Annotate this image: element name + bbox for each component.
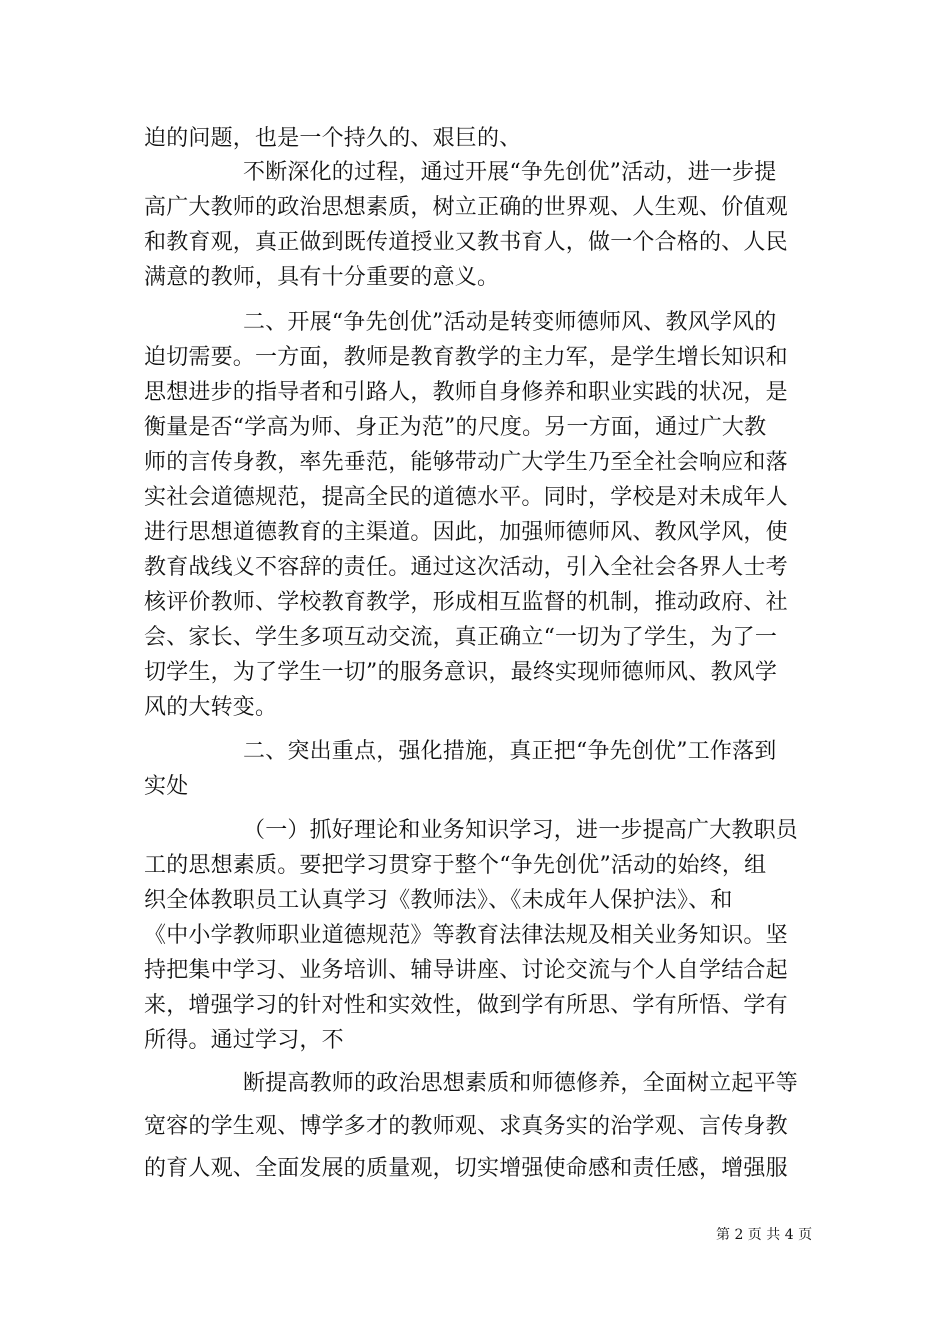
text-line: 教育战线义不容辞的责任。通过这次活动，引入全社会各界人士考: [144, 555, 788, 580]
text-line: 的育人观、全面发展的质量观，切实增强使命感和责任感，增强服: [144, 1156, 788, 1181]
text-line: 持把集中学习、业务培训、辅导讲座、讨论交流与个人自学结合起: [144, 958, 788, 983]
text-line: 工的思想素质。要把学习贯穿于整个“争先创优”活动的始终，组: [144, 853, 767, 878]
text-line: 迫切需要。一方面，教师是教育教学的主力军，是学生增长知识和: [144, 345, 788, 370]
text-line: 迫的问题，也是一个持久的、艰巨的、: [144, 126, 522, 151]
text-line: 所得。通过学习，不: [144, 1028, 344, 1053]
text-line: 衡量是否“学高为师、身正为范”的尺度。另一方面，通过广大教: [144, 415, 767, 440]
page-number-footer: 第 2 页 共 4 页: [716, 1227, 813, 1243]
text-line: 高广大教师的政治思想素质，树立正确的世界观、人生观、价值观: [144, 195, 788, 220]
text-line: 《中小学教师职业道德规范》等教育法律法规及相关业务知识。坚: [144, 923, 788, 948]
text-line: 思想进步的指导者和引路人，教师自身修养和职业实践的状况，是: [144, 380, 788, 405]
text-line: 和教育观，真正做到既传道授业又教书育人，做一个合格的、人民: [144, 230, 788, 255]
text-line: 二、开展“争先创优”活动是转变师德师风、教风学风的: [243, 310, 777, 335]
text-line: 切学生，为了学生一切”的服务意识，最终实现师德师风、教风学: [144, 660, 778, 685]
text-line: 织全体教职员工认真学习《教师法》、《未成年人保护法》、和: [144, 888, 733, 913]
text-line: 核评价教师、学校教育教学，形成相互监督的机制，推动政府、社: [144, 590, 788, 615]
text-line: 会、家长、学生多项互动交流，真正确立“一切为了学生，为了一: [144, 625, 778, 650]
text-line: 不断深化的过程，通过开展“争先创优”活动，进一步提: [243, 160, 777, 185]
text-line: 满意的教师，具有十分重要的意义。: [144, 265, 500, 290]
text-line: 二、突出重点，强化措施，真正把“争先创优”工作落到: [243, 739, 777, 764]
text-line: 实处: [144, 774, 189, 799]
text-line: 宽容的学生观、博学多才的教师观、求真务实的治学观、言传身教: [144, 1114, 788, 1139]
text-line: 断提高教师的政治思想素质和师德修养，全面树立起平等: [243, 1071, 799, 1096]
text-line: 进行思想道德教育的主渠道。因此，加强师德师风、教风学风，使: [144, 520, 788, 545]
text-line: 风的大转变。: [144, 695, 278, 720]
text-line: 来，增强学习的针对性和实效性，做到学有所思、学有所悟、学有: [144, 993, 788, 1018]
text-line: （一）抓好理论和业务知识学习，进一步提高广大教职员: [243, 818, 799, 843]
text-line: 实社会道德规范，提高全民的道德水平。同时，学校是对未成年人: [144, 485, 788, 510]
text-line: 师的言传身教，率先垂范，能够带动广大学生乃至全社会响应和落: [144, 450, 788, 475]
